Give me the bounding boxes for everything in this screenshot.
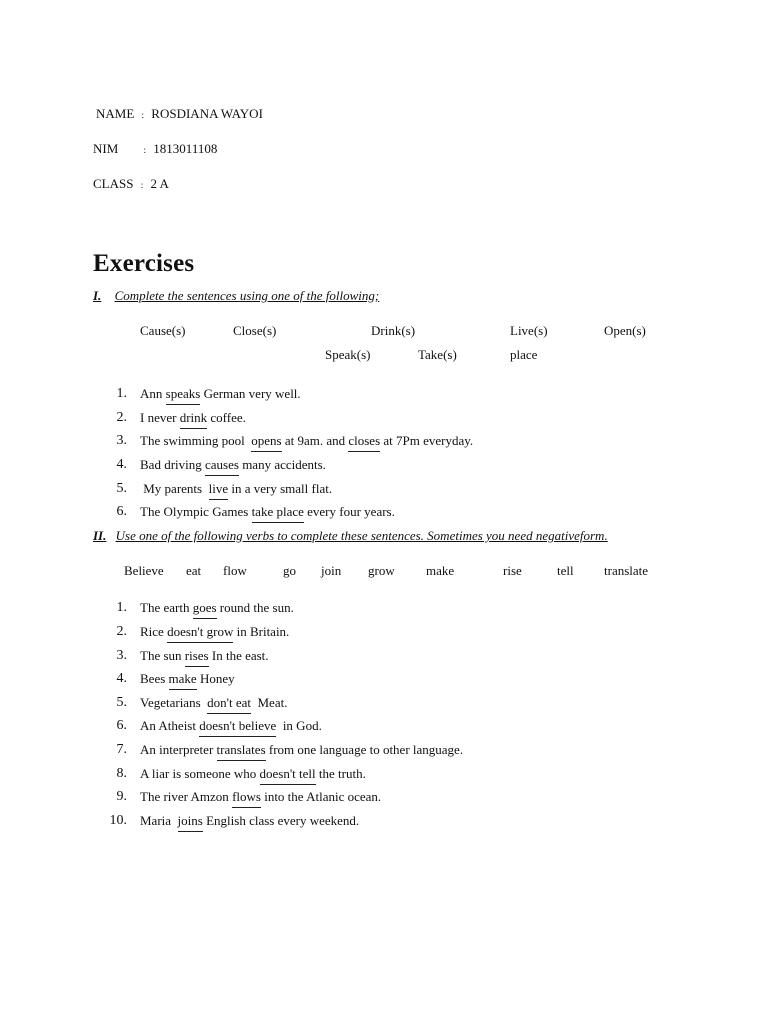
- sentence-text: In the east.: [208, 648, 269, 663]
- sentence-text: in Britain.: [233, 624, 290, 639]
- answer: causes: [205, 457, 239, 476]
- item-number: 3.: [116, 648, 127, 663]
- list-item: [93, 624, 693, 644]
- item-number: 1.: [116, 386, 127, 401]
- word-option: place: [510, 347, 538, 362]
- item-number: 4.: [116, 457, 127, 472]
- sentence-text: Bees: [140, 671, 169, 686]
- separator: :: [143, 145, 147, 155]
- sentence-text: Vegetarians: [140, 695, 208, 710]
- nim-line: [93, 141, 217, 157]
- answer: goes: [193, 600, 217, 619]
- sentence: [140, 600, 294, 619]
- word-option: Believe: [124, 563, 164, 578]
- sentence-text: My parents: [140, 481, 209, 496]
- word-option: grow: [368, 563, 395, 578]
- sentence-text: every four years.: [303, 504, 395, 519]
- list-item: [93, 648, 693, 668]
- section-1-number: I.: [93, 288, 102, 303]
- item-number: 6.: [116, 504, 127, 519]
- sentence-text: An interpreter: [140, 742, 217, 757]
- list-item: [93, 813, 693, 833]
- list-item: [93, 433, 693, 453]
- answer: opens: [251, 433, 281, 452]
- sentence-text: from one language to other language.: [265, 742, 464, 757]
- list-item: [93, 386, 693, 406]
- section-2-heading: [93, 528, 608, 544]
- word-option: join: [321, 563, 342, 578]
- answer: make: [169, 671, 197, 690]
- class-value: 2 A: [150, 176, 169, 191]
- section-2-number: II.: [93, 528, 107, 543]
- sentence-text: in a very small flat.: [228, 481, 333, 496]
- list-item: [93, 504, 693, 524]
- sentence: [140, 386, 301, 405]
- word-option: Speak(s): [325, 347, 371, 362]
- answer: translates: [217, 742, 266, 761]
- sentence-text: The swimming pool: [140, 433, 252, 448]
- sentence-text: at 9am. and: [281, 433, 349, 448]
- section-1-heading: [93, 288, 379, 304]
- sentence-text: Rice: [140, 624, 168, 639]
- sentence-text: Bad driving: [140, 457, 205, 472]
- word-option: eat: [186, 563, 202, 578]
- list-item: [93, 695, 693, 715]
- sentence-text: Maria: [140, 813, 178, 828]
- class-label: CLASS: [93, 176, 134, 191]
- word-option: Take(s): [418, 347, 457, 362]
- answer: live: [209, 481, 229, 500]
- sentence-text: English class every weekend.: [202, 813, 360, 828]
- sentence: [140, 457, 326, 476]
- item-number: 2.: [116, 410, 127, 425]
- word-option: tell: [557, 563, 574, 578]
- list-item: [93, 457, 693, 477]
- word-option: Live(s): [510, 323, 548, 338]
- list-item: [93, 742, 693, 762]
- answer: joins: [178, 813, 203, 832]
- sentence: [140, 742, 463, 761]
- sentence: [140, 766, 366, 785]
- answer: doesn't believe: [199, 718, 276, 737]
- item-number: 9.: [116, 789, 127, 804]
- nim-label: NIM: [93, 141, 119, 156]
- sentence-text: into the Atlanic ocean.: [260, 789, 382, 804]
- item-number: 4.: [116, 671, 127, 686]
- sentence: [140, 410, 246, 429]
- sentence-text: coffee.: [207, 410, 246, 425]
- separator: :: [140, 180, 144, 190]
- list-item: [93, 481, 693, 501]
- sentence: [140, 671, 235, 690]
- answer: rises: [185, 648, 209, 667]
- sentence-text: Meat.: [251, 695, 288, 710]
- word-option: go: [283, 563, 296, 578]
- word-option: flow: [223, 563, 247, 578]
- item-number: 5.: [116, 695, 127, 710]
- sentence: [140, 789, 381, 808]
- sentence-text: many accidents.: [238, 457, 326, 472]
- sentence: [140, 433, 473, 452]
- sentence-text: in God.: [276, 718, 322, 733]
- item-number: 6.: [116, 718, 127, 733]
- item-number: 2.: [116, 624, 127, 639]
- word-option: Drink(s): [371, 323, 416, 338]
- answer: doesn't grow: [167, 624, 233, 643]
- sentence-text: Ann: [140, 386, 166, 401]
- section-1-instruction: Complete the sentences using one of the following;: [114, 288, 380, 303]
- word-option: translate: [604, 563, 649, 578]
- sentence-text: The river Amzon: [140, 789, 233, 804]
- sentence-text: The sun: [140, 648, 185, 663]
- sentence-text: The Olympic Games: [140, 504, 252, 519]
- item-number: 8.: [116, 766, 127, 781]
- page-title: Exercises: [93, 250, 195, 277]
- sentence: [140, 648, 269, 667]
- word-option: make: [426, 563, 455, 578]
- answer: closes: [348, 433, 380, 452]
- item-number: 3.: [116, 433, 127, 448]
- nim-value: 1813011108: [153, 141, 218, 156]
- sentence-text: The earth: [140, 600, 193, 615]
- name-label: NAME: [96, 106, 135, 121]
- sentence-text: I never: [140, 410, 180, 425]
- separator: :: [141, 110, 145, 120]
- sentence: [140, 813, 359, 832]
- sentence: [140, 504, 395, 523]
- answer: flows: [232, 789, 261, 808]
- word-option: Open(s): [604, 323, 646, 338]
- sentence-text: German very well.: [200, 386, 301, 401]
- name-value: ROSDIANA WAYOI: [151, 106, 263, 121]
- word-option: Close(s): [233, 323, 277, 338]
- word-option: rise: [503, 563, 522, 578]
- answer: drink: [180, 410, 207, 429]
- list-item: [93, 789, 693, 809]
- answer: take place: [252, 504, 304, 523]
- list-item: [93, 671, 693, 691]
- list-item: [93, 410, 693, 430]
- word-option: Cause(s): [140, 323, 186, 338]
- answer: doesn't tell: [260, 766, 316, 785]
- name-line: [96, 106, 263, 122]
- item-number: 7.: [116, 742, 127, 757]
- sentence: [140, 624, 289, 643]
- section-2-instruction: Use one of the following verbs to complete these sentences. Sometimes you need negativeform.: [115, 528, 608, 543]
- answer: don't eat: [207, 695, 251, 714]
- list-item: [93, 718, 693, 738]
- sentence-text: Honey: [196, 671, 235, 686]
- sentence-text: at 7Pm everyday.: [380, 433, 474, 448]
- sentence: [140, 718, 322, 737]
- sentence-text: round the sun.: [216, 600, 294, 615]
- sentence-text: A liar is someone who: [140, 766, 260, 781]
- sentence-text: An Atheist: [140, 718, 200, 733]
- list-item: [93, 600, 693, 620]
- item-number: 1.: [116, 600, 127, 615]
- class-line: [93, 176, 169, 192]
- list-item: [93, 766, 693, 786]
- sentence: [140, 481, 332, 500]
- sentence-text: the truth.: [315, 766, 366, 781]
- item-number: 5.: [116, 481, 127, 496]
- sentence: [140, 695, 287, 714]
- answer: speaks: [166, 386, 201, 405]
- item-number: 10.: [109, 813, 127, 828]
